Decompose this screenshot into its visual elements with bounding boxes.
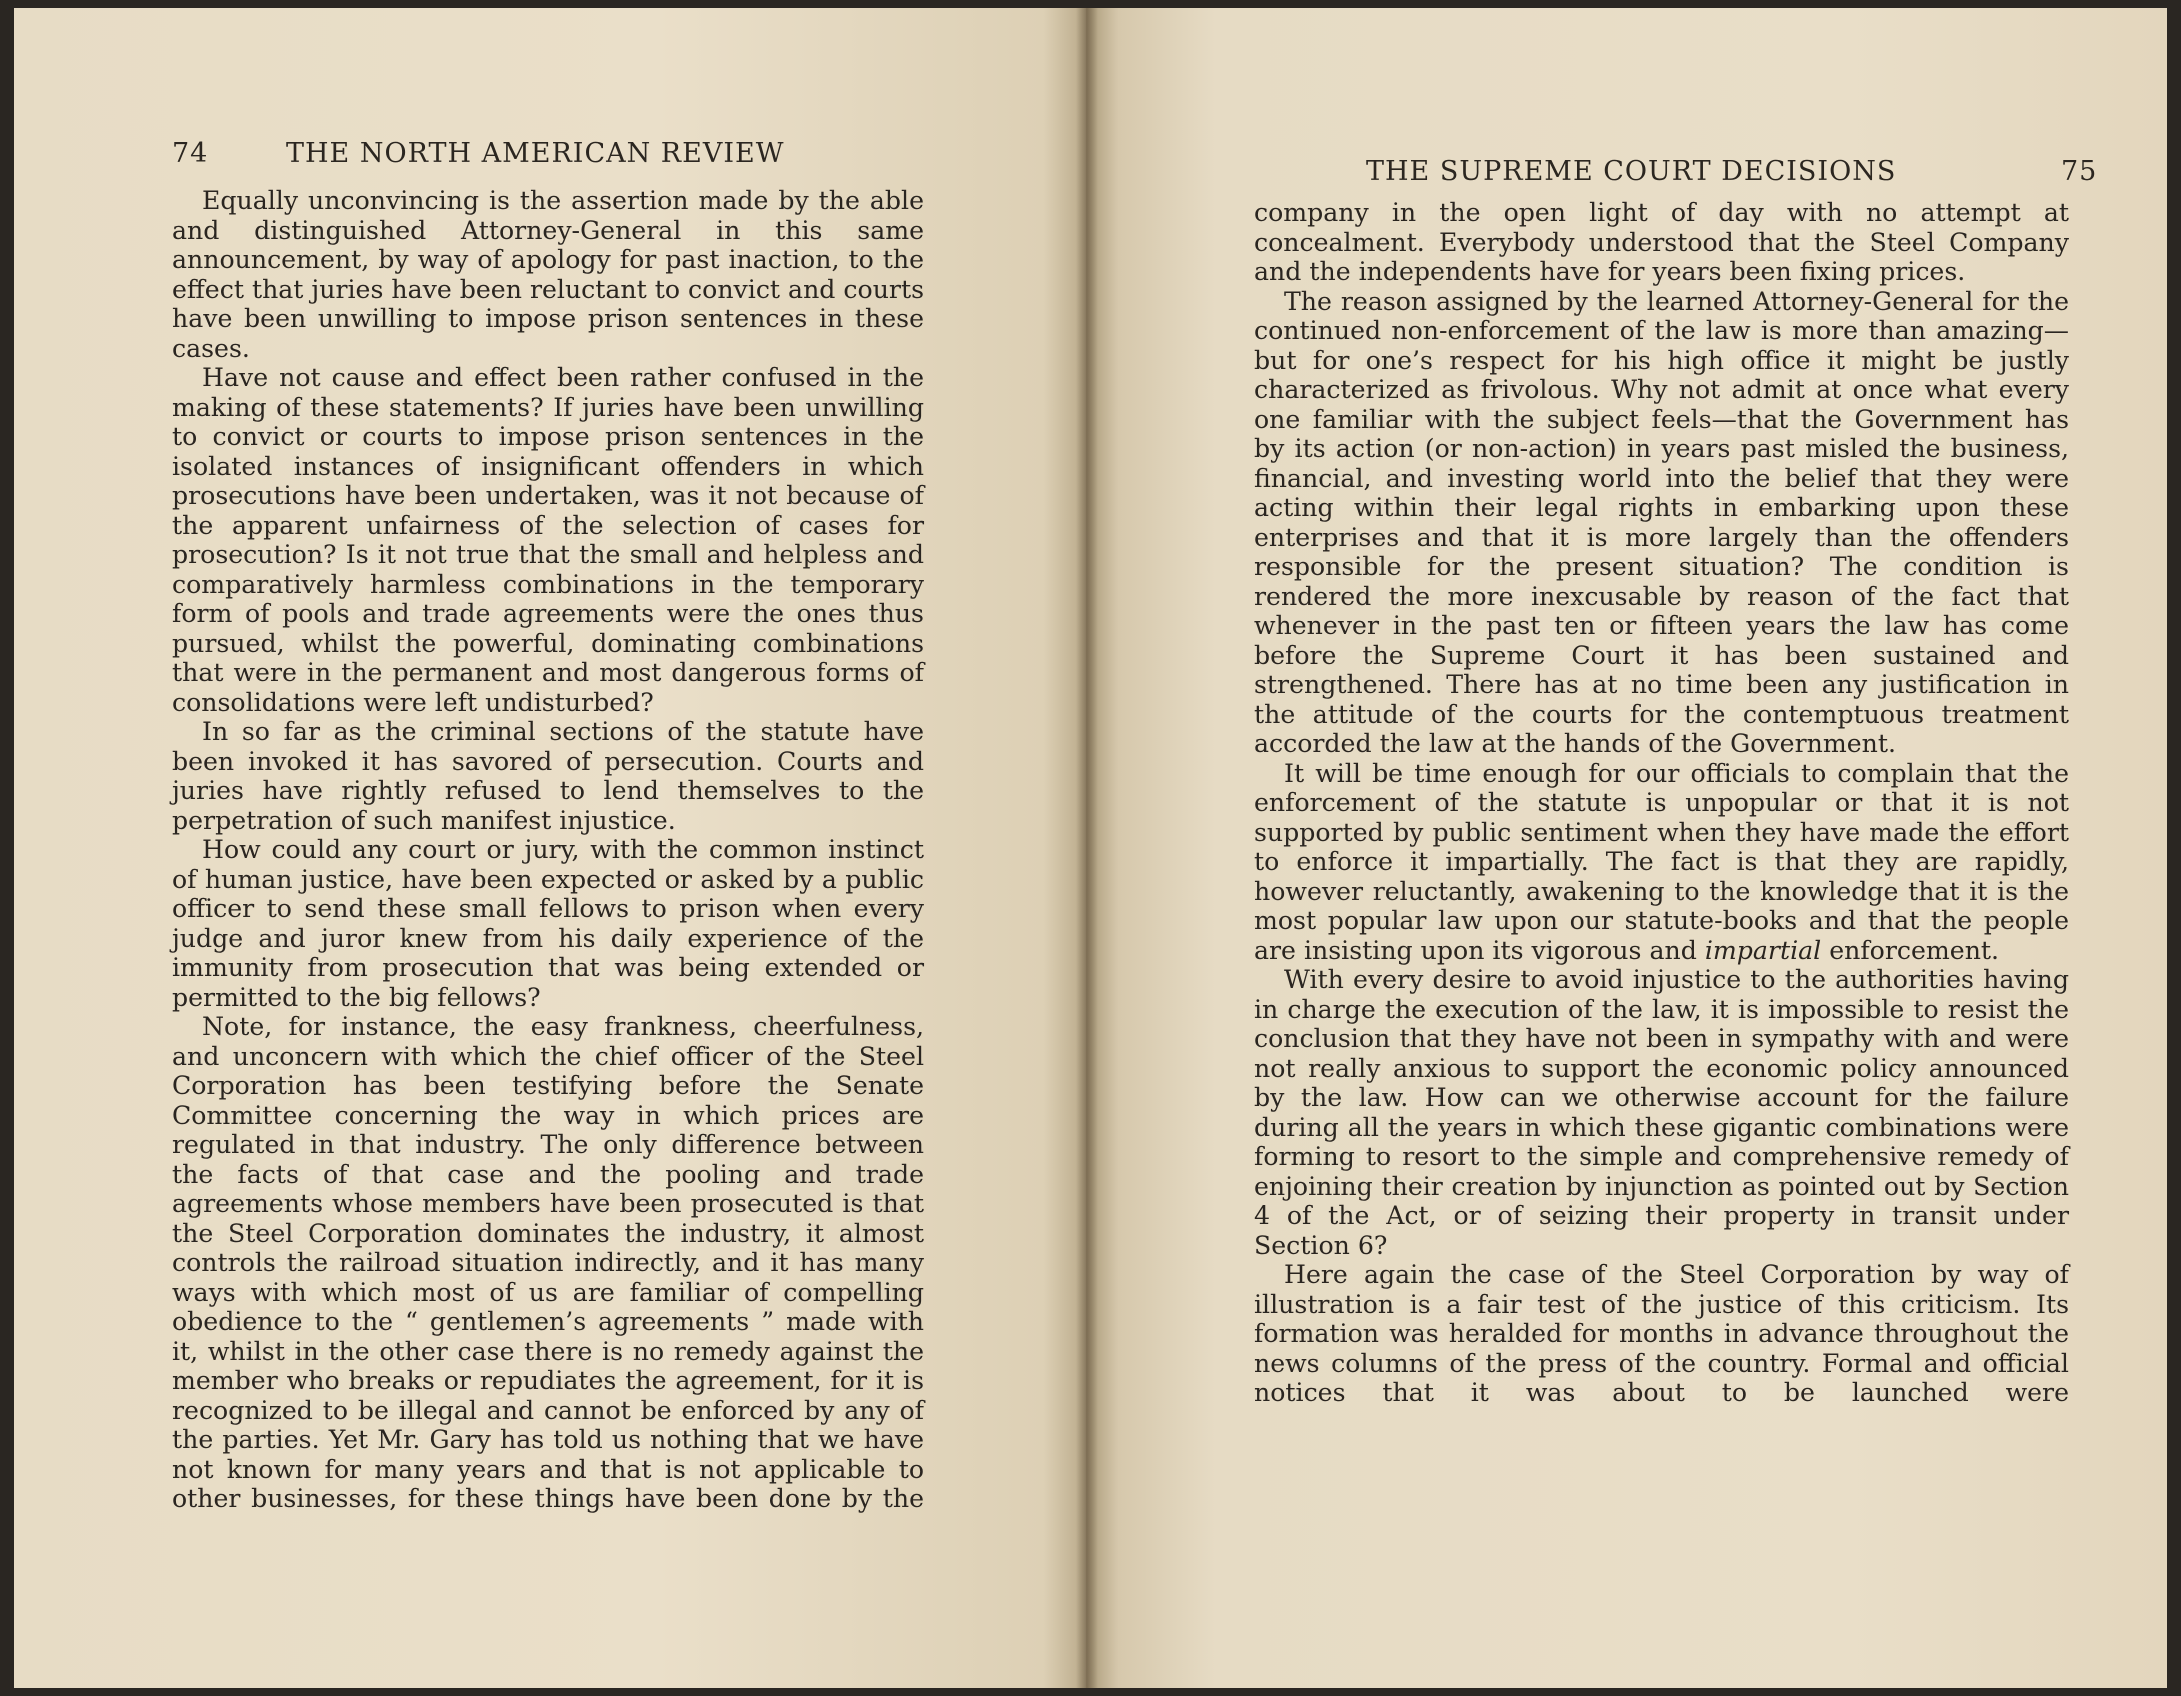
paragraph-text: enforcement. bbox=[1829, 935, 2000, 965]
paragraph: With every desire to avoid injustice to the authorities having in charge the execution of the law, it is impossible to resist the conclusion that they have not been in sympathy with and were not really anxious to support the economic policy announced by the law. How can we otherwise account for the failure during all the years in which these gigantic combinations were forming to resort to the simple and comprehensive remedy of enjoining their creation by injunction as pointed out by Section 4 of the Act, or of seizing their property in transit under Section 6? bbox=[1254, 965, 2069, 1260]
running-title-right: THE SUPREME COURT DECISIONS bbox=[1366, 156, 1897, 187]
italic-word: impartial bbox=[1704, 935, 1822, 965]
paragraph: company in the open light of day with no attempt at concealment. Everybody understood that the Steel Company and the independents have for years been fixing prices. bbox=[1254, 198, 2069, 286]
paragraph-text: It will be time enough for our officials to complain that the enforcement of the statute is unpopular or that it is not supported by public sentiment when they have made the effort to enforce it impartially. The fact is that they are rapidly, however reluctantly, awakening to the knowledge that it is the most popular law upon our statute-books and that the people are insisting upon its vigorous and bbox=[1254, 758, 2069, 965]
body-text-right bbox=[1254, 198, 2069, 1408]
book-spread bbox=[14, 8, 2167, 1688]
paragraph: In so far as the criminal sections of the statute have been invoked it has savored of persecution. Courts and juries have rightly refused to lend themselves to the perpetration of such manifest injustice. bbox=[172, 717, 924, 835]
paragraph: Have not cause and effect been rather confused in the making of these statements? If juries have been unwilling to convict or courts to impose prison sentences in the isolated instances of insignificant offenders in which prosecutions have been undertaken, was it not because of the apparent unfairness of the selection of cases for prosecution? Is it not true that the small and helpless and comparatively harmless combinations in the temporary form of pools and trade agreements were the ones thus pursued, whilst the powerful, dominating combinations that were in the permanent and most dangerous forms of consolidations were left undisturbed? bbox=[172, 363, 924, 717]
paragraph: Here again the case of the Steel Corporation by way of illustration is a fair test of the justice of this criticism. Its formation was heralded for months in advance throughout the news columns of the press of the country. Formal and official notices that it was about to be launched were bbox=[1254, 1260, 2069, 1407]
paragraph: The reason assigned by the learned Attorney-General for the continued non-enforcement of the law is more than amazing—but for one’s respect for his high office it might be justly characterized as frivolous. Why not admit at once what every one familiar with the subject feels—that the Government has by its action (or non-action) in years past misled the business, financial, and investing world into the belief that they were acting within their legal rights in embarking upon these enterprises and that it is more largely than the offenders responsible for the present situation? The condition is rendered the more inexcusable by reason of the fact that whenever in the past ten or fifteen years the law has come before the Supreme Court it has been sustained and strengthened. There has at no time been any justification in the attitude of the courts for the contemptuous treatment accorded the law at the hands of the Government. bbox=[1254, 286, 2069, 758]
body-text-left bbox=[172, 186, 924, 1514]
right-page bbox=[1086, 8, 2167, 1688]
book-gutter bbox=[1076, 8, 1098, 1688]
paragraph: Note, for instance, the easy frankness, cheerfulness, and unconcern with which the chief officer of the Steel Corporation has been testifying before the Senate Committee concerning the way in which prices are regulated in that industry. The only difference between the facts of that case and the pooling and trade agreements whose members have been prosecuted is that the Steel Corporation dominates the industry, it almost controls the railroad situation indirectly, and it has many ways with which most of us are familiar of compelling obedience to the “ gentlemen’s agreements ” made with it, whilst in the other case there is no remedy against the member who breaks or repudiates the agreement, for it is recognized to be illegal and cannot be enforced by any of the parties. Yet Mr. Gary has told us nothing that we have not known for many years and that is not applicable to other businesses, for these things have been done by the bbox=[172, 1012, 924, 1513]
paragraph bbox=[1254, 759, 2069, 966]
running-title-left: THE NORTH AMERICAN REVIEW bbox=[286, 138, 785, 169]
paragraph: Equally unconvincing is the assertion made by the able and distinguished Attorney-General in this same announcement, by way of apology for past inaction, to the effect that juries have been reluctant to convict and courts have been unwilling to impose prison sentences in these cases. bbox=[172, 186, 925, 363]
page-number-left: 74 bbox=[172, 138, 209, 169]
running-head-right bbox=[1366, 138, 2098, 187]
left-page bbox=[14, 8, 1086, 1688]
paragraph: How could any court or jury, with the common instinct of human justice, have been expected or asked by a public officer to send these small fellows to prison when every judge and juror knew from his daily experience of the immunity from prosecution that was being extended or permitted to the big fellows? bbox=[172, 835, 924, 1012]
page-number-right: 75 bbox=[2061, 156, 2098, 187]
running-head-left bbox=[172, 138, 932, 178]
